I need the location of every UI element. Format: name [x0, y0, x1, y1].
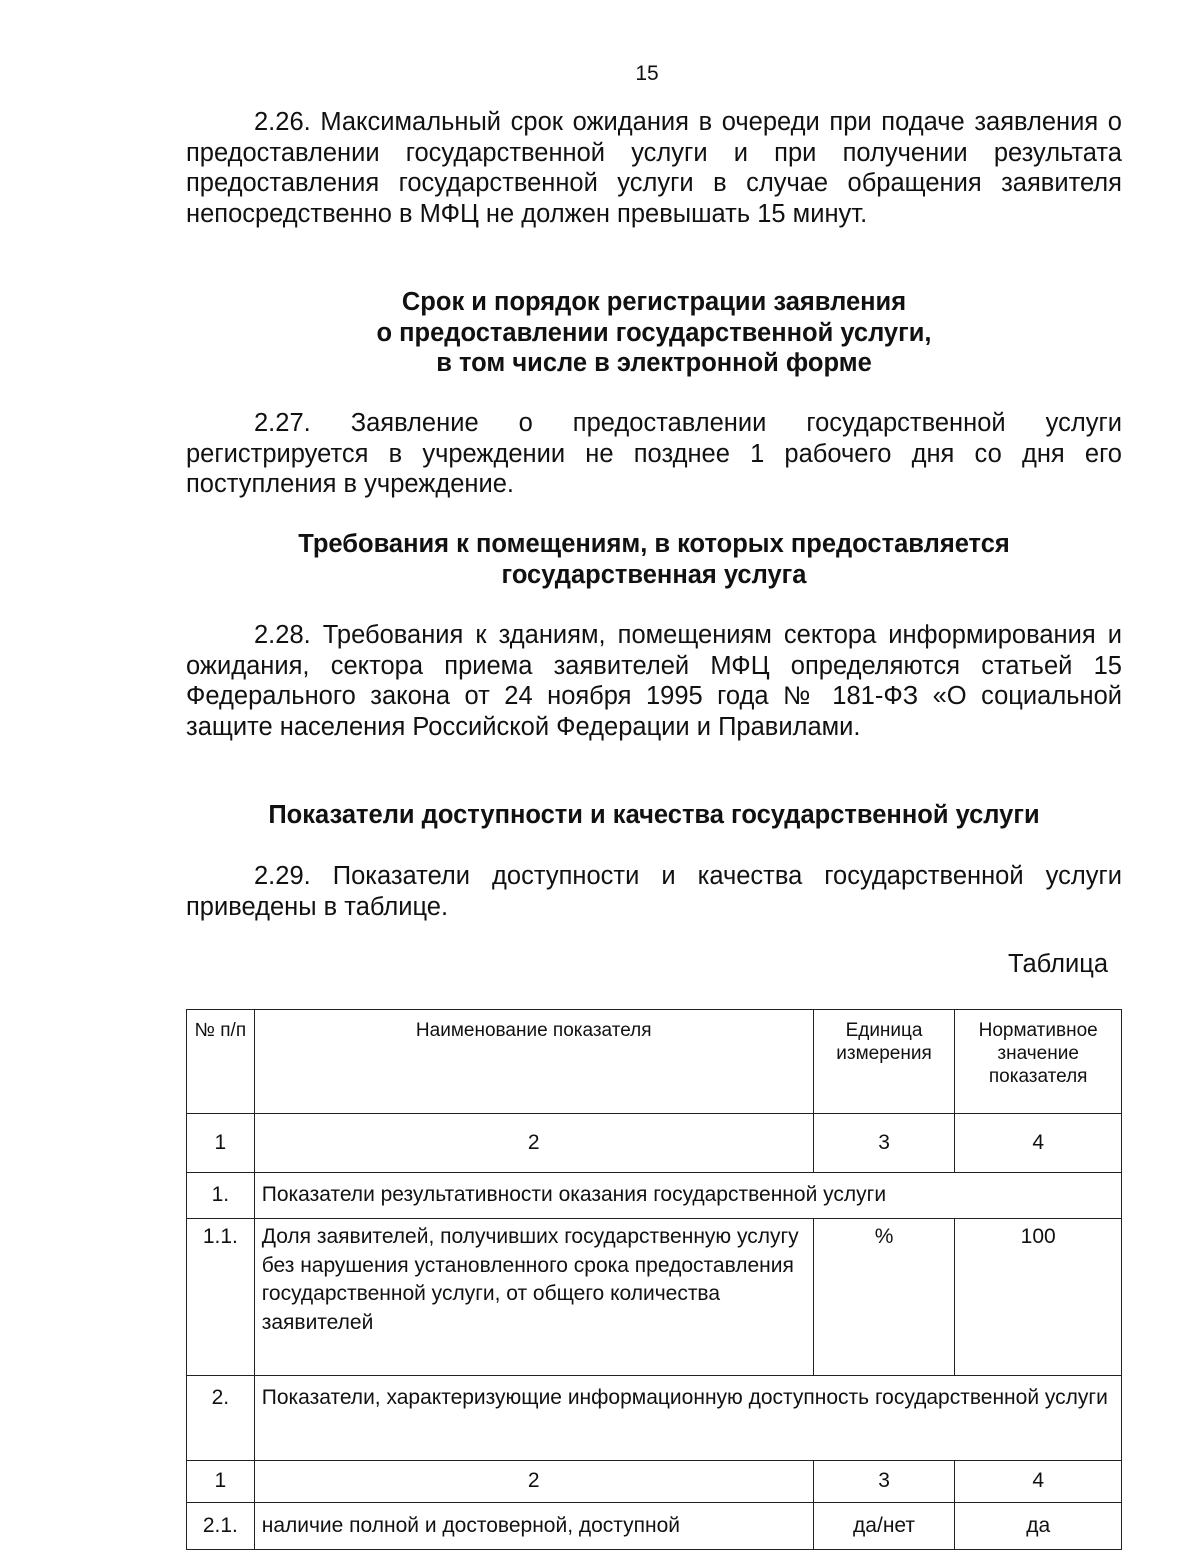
header-normative: Нормативное значение показателя	[955, 1010, 1122, 1114]
section-title: Показатели результативности оказания государственной услуги	[254, 1173, 1121, 1219]
row-value: 100	[955, 1219, 1122, 1376]
column-number-cell: 4	[955, 1461, 1122, 1503]
column-number-cell: 2	[254, 1461, 813, 1503]
column-number-cell: 2	[254, 1114, 813, 1173]
column-number-cell: 3	[813, 1114, 955, 1173]
header-number: № п/п	[187, 1010, 255, 1114]
section-number: 2.	[187, 1376, 255, 1461]
header-name: Наименование показателя	[254, 1010, 813, 1114]
row-number: 1.1.	[187, 1219, 255, 1376]
row-unit: %	[813, 1219, 955, 1376]
heading-registration-line: о предоставлении государственной услуги,	[376, 318, 932, 347]
section-row	[187, 1173, 1122, 1219]
row-indicator-name: наличие полной и достоверной, доступной	[254, 1503, 813, 1550]
column-number-cell: 3	[813, 1461, 955, 1503]
page-number: 15	[635, 62, 659, 85]
heading-registration-line: в том числе в электронной форме	[436, 349, 872, 377]
table-header-row	[187, 1010, 1122, 1114]
indicators-table	[186, 1009, 1122, 1550]
table-row	[187, 1503, 1122, 1550]
row-unit: да/нет	[813, 1503, 955, 1550]
table-row	[187, 1219, 1122, 1376]
paragraph-2-27: 2.27. Заявление о предоставлении государственной услуги регистрируется в учреждении не позднее 1 рабочего дня со дня его поступления в учреждение.	[186, 409, 1122, 498]
paragraph-2-26: 2.26. Максимальный срок ожидания в очереди при подаче заявления о предоставлении государственной услуги и при получении результата предоставления государственной услуги в случае обращения заявителя непосредственно в МФЦ не должен превышать 15 минут.	[186, 108, 1122, 228]
header-unit: Единица измерения	[813, 1010, 955, 1114]
section-number: 1.	[187, 1173, 255, 1219]
heading-registration	[186, 287, 1122, 379]
column-number-cell: 1	[187, 1114, 255, 1173]
heading-indicators	[186, 800, 1122, 831]
column-number-cell: 1	[187, 1461, 255, 1503]
paragraph-2-29: 2.29. Показатели доступности и качества государственной услуги приведены в таблице.	[186, 862, 1122, 921]
paragraph-2-28: 2.28. Требования к зданиям, помещениям сектора информирования и ожидания, сектора приема заявителей МФЦ определяются статьей 15 Федерального закона от 24 ноября 1995 года № 181-ФЗ «О социальной защите населения Российской Федерации и Правилами.	[186, 621, 1122, 741]
table-label: Таблица	[1008, 950, 1108, 978]
section-title: Показатели, характеризующие информационную доступность государственной услуги	[254, 1376, 1121, 1461]
row-number: 2.1.	[187, 1503, 255, 1550]
heading-premises	[186, 529, 1122, 590]
section-row	[187, 1376, 1122, 1461]
heading-indicators-line: Показатели доступности и качества государственной услуги	[268, 801, 1040, 829]
heading-registration-line: Срок и порядок регистрации заявления	[401, 288, 907, 316]
heading-premises-line: государственная услуга	[501, 560, 807, 589]
column-number-row	[187, 1461, 1122, 1503]
row-value: да	[955, 1503, 1122, 1550]
row-indicator-name: Доля заявителей, получивших государственную услугу без нарушения установленного срока предоставления государственной услуги, от общего количества заявителей	[254, 1219, 813, 1376]
heading-premises-line: Требования к помещениям, в которых предоставляется	[298, 530, 1010, 558]
column-number-row	[187, 1114, 1122, 1173]
column-number-cell: 4	[955, 1114, 1122, 1173]
